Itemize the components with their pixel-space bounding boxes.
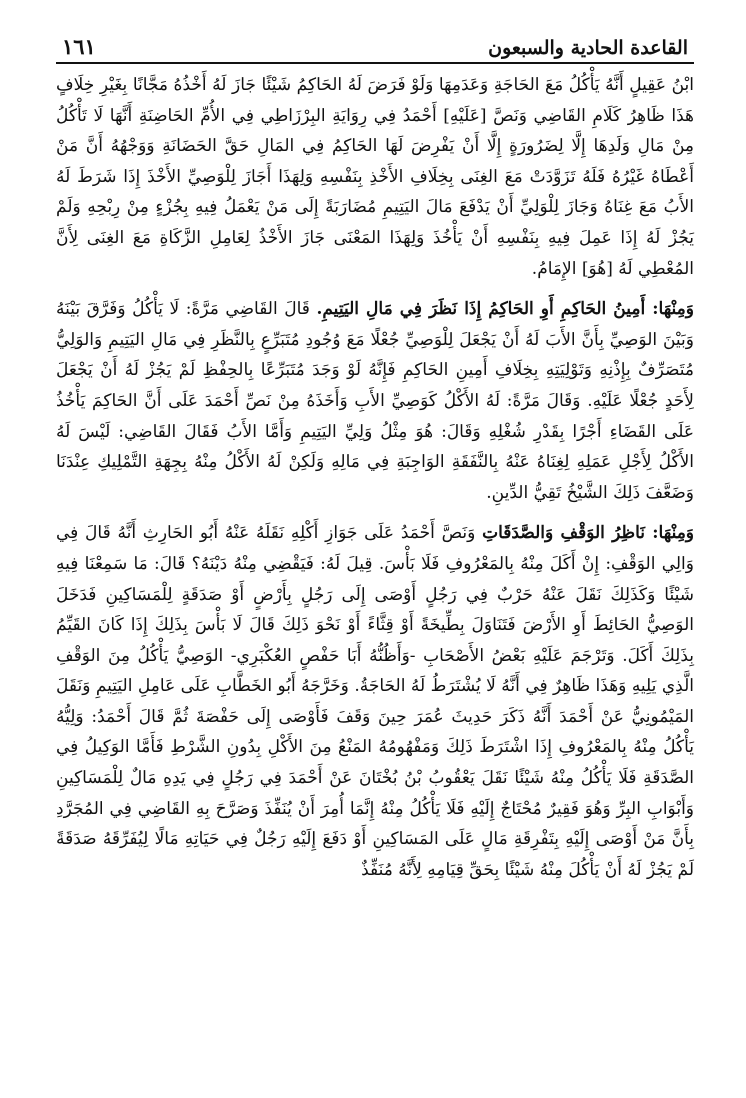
chapter-title: القاعدة الحادية والسبعون (488, 37, 688, 59)
paragraph-2-text: قَالَ القَاضِي مَرَّةً: لَا يَأْكُلُ وَفَرَّقَ بَيْنَهُ وَبَيْنَ الوَصِيِّ بِأَنَّ الأَبَ لَهُ أَنْ يَجْعَلَ لِلْوَصِيِّ جُعْلًا مَعَ وُجُودِ مُتَبَرِّعٍ بِالنَّظَرِ فِي مَالِ اليَتِيمِ وَالوَلِيُّ مُتَصَرِّفٌ بِإِذْنِهِ وَتَوْلِيَتِهِ بِخِلَافِ أَمِينِ الحَاكِمِ فَإِنَّهُ لَوْ وَجَدَ مُتَبَرِّعًا بِالحِفْظِ لَمْ يَجُزْ لَهُ أَنْ يَجْعَلَ لِأَحَدٍ جُعْلًا عَلَيْهِ. وَقَالَ مَرَّةً: لَهُ الأَكْلُ كَوَصِيِّ الأَبِ وَأَخَذَهُ مِنْ نَصِّ أَحْمَدَ عَلَى أَنَّ الحَاكِمَ يَأْخُذُ عَلَى القَضَاءِ أَجْرًا بِقَدْرِ شُغْلِهِ وَقَالَ: هُوَ مِثْلُ وَلِيِّ اليَتِيمِ وَأَمَّا الأَبُ فَقَالَ القَاضِي: لَيْسَ لَهُ الأَكْلُ لِأَجْلِ عَمَلِهِ لِغِنَاهُ عَنْهُ بِالنَّفَقَةِ الوَاجِبَةِ فِي مَالِهِ وَلَكِنْ لَهُ الأَكْلُ مِنْهُ بِجِهَةِ التَّمْلِيكِ عِنْدَنَا وَضَعَّفَ ذَلِكَ الشَّيْخُ تَقِيُّ الدِّينِ. (56, 299, 694, 503)
page-number: ١٦١ (62, 34, 96, 59)
paragraph-3-text: وَنَصَّ أَحْمَدُ عَلَى جَوَازِ أَكْلِهِ نَقَلَهُ عَنْهُ أَبُو الحَارِثِ أَنَّهُ قَالَ فِي وَالِي الوَقْفِ: إِنْ أَكَلَ مِنْهُ بِالمَعْرُوفِ فَلَا بَأْسَ. قِيلَ لَهُ: فَيَقْضِي مِنْهُ دَيْنَهُ؟ قَالَ: مَا سَمِعْنَا فِيهِ شَيْئًا وَكَذَلِكَ نَقَلَ عَنْهُ حَرْبٌ فِي رَجُلٍ أَوْصَى إِلَى رَجُلٍ بِأَرْضٍ أَوْ صَدَقَةٍ لِلْمَسَاكِينِ فَدَخَلَ الوَصِيُّ الحَائِطَ أَوِ الأَرْضَ فَتَنَاوَلَ بِطِّيخَةً أَوْ قِثَّاءً أَوْ نَحْوَ ذَلِكَ قَالَ لَا بَأْسَ بِذَلِكَ إِذَا كَانَ القَيِّمُ بِذَلِكَ أَكَلَ. وَتَرْجَمَ عَلَيْهِ بَعْضُ الأَصْحَابِ -وَأَظُنُّهُ أَبَا حَفْصٍ العُكْبَرِي- الوَصِيُّ يَأْكُلُ مِنَ الوَقْفِ الَّذِي يَلِيهِ وَهَذَا ظَاهِرٌ فِي أَنَّهُ لَا يُشْتَرَطُ لَهُ الحَاجَةُ. وَخَرَّجَهُ أَبُو الخَطَّابِ عَلَى عَامِلِ اليَتِيمِ وَنَقَلَ المَيْمُونِيُّ عَنْ أَحْمَدَ أَنَّهُ ذَكَرَ حَدِيثَ عُمَرَ حِينَ وَقَفَ فَأَوْصَى إِلَى حَفْصَةَ ثُمَّ قَالَ أَحْمَدُ: وَلِيُّهُ يَأْكُلُ مِنْهُ بِالمَعْرُوفِ إِذَا اشْتَرَطَ ذَلِكَ وَمَفْهُومُهُ المَنْعُ مِنَ الأَكْلِ بِدُونِ الشَّرْطِ فَأَمَّا الوَكِيلُ فِي الصَّدَقَةِ فَلَا يَأْكُلُ مِنْهُ شَيْئًا نَقَلَ يَعْقُوبُ بْنُ بُخْتَانَ عَنْ أَحْمَدَ فِي رَجُلٍ فِي يَدِهِ مَالٌ لِلْمَسَاكِينِ وَأَبْوَابِ البِرِّ وَهُوَ فَقِيرٌ مُحْتَاجٌ إِلَيْهِ فَلَا يَأْكُلُ مِنْهُ إِنَّمَا أُمِرَ أَنْ يُنَفِّذَ وَصَرَّحَ بِهِ القَاضِي فِي المُجَرَّدِ بِأَنَّ مَنْ أَوْصَى إِلَيْهِ بِتَفْرِقَةِ مَالٍ عَلَى المَسَاكِينِ أَوْ دَفَعَ إِلَيْهِ رَجُلٌ فِي حَيَاتِهِ مَالًا لِيُفَرِّقَهُ صَدَقَةً لَمْ يَجُزْ لَهُ أَنْ يَأْكُلَ مِنْهُ شَيْئًا بِحَقِّ قِيَامِهِ لِأَنَّهُ مُنَفِّذٌ (56, 523, 694, 880)
paragraph-1-text: ابْنُ عَقِيلٍ أَنَّهُ يَأْكُلُ مَعَ الحَاجَةِ وَعَدَمِهَا وَلَوْ فَرَضَ لَهُ الحَاكِمُ شَيْئًا جَازَ لَهُ أَخْذُهُ مَجَّانًا بِغَيْرِ خِلَافٍ هَذَا ظَاهِرُ كَلَامِ القَاضِي وَنَصَّ [عَلَيْهِ] أَحْمَدُ فِي رِوَايَةِ البِرْزَاطِي فِي الأُمِّ الحَاضِنَةِ أَنَّهَا لَا تَأْكُلُ مِنْ مَالِ وَلَدِهَا إِلَّا لِضَرُورَةٍ إِلَّا أَنْ يَفْرِضَ لَهَا الحَاكِمُ فِي المَالِ حَقَّ الحَضَانَةِ وَوَجْهُهُ أَنَّ مَنْ أَعْطَاهُ غَيْرُهُ فَلَهُ تَزَوَّدَتْ مَعَ الغِنَى بِخِلَافِ الأَخْذِ بِنَفْسِهِ وَلِهَذَا أَجَازَ لِلْوَصِيِّ الأَخْذَ إِذَا شَرَطَ لَهُ الأَبُ مَعَ غِنَاهُ وَجَازَ لِلْوَلِيِّ أَنْ يَدْفَعَ مَالَ اليَتِيمِ مُضَارَبَةً إِلَى مَنْ يَعْمَلُ فِيهِ بِجُزْءٍ مِنْ رِبْحِهِ وَلَمْ يَجُزْ لَهُ إِذَا عَمِلَ فِيهِ بِنَفْسِهِ أَنْ يَأْخُذَ وَلِهَذَا المَعْنَى جَازَ الأَخْذُ لِعَامِلِ الزَّكَاةِ مَعَ الغِنَى لِأَنَّ المُعْطِي لَهُ [هُوَ] الإِمَامُ. (56, 75, 694, 279)
paragraph-3 (56, 518, 694, 885)
paragraph-1 (56, 70, 694, 284)
paragraph-3-lead: وَمِنْهَا: نَاظِرُ الوَقْفِ وَالصَّدَقَاتِ (482, 523, 695, 544)
running-head (56, 34, 694, 64)
paragraph-2 (56, 294, 694, 508)
paragraph-2-lead: وَمِنْهَا: أَمِينُ الحَاكِمِ أَوِ الحَاكِمُ إِذَا نَظَرَ فِي مَالِ اليَتِيمِ. (316, 299, 694, 320)
page-body (56, 70, 694, 885)
